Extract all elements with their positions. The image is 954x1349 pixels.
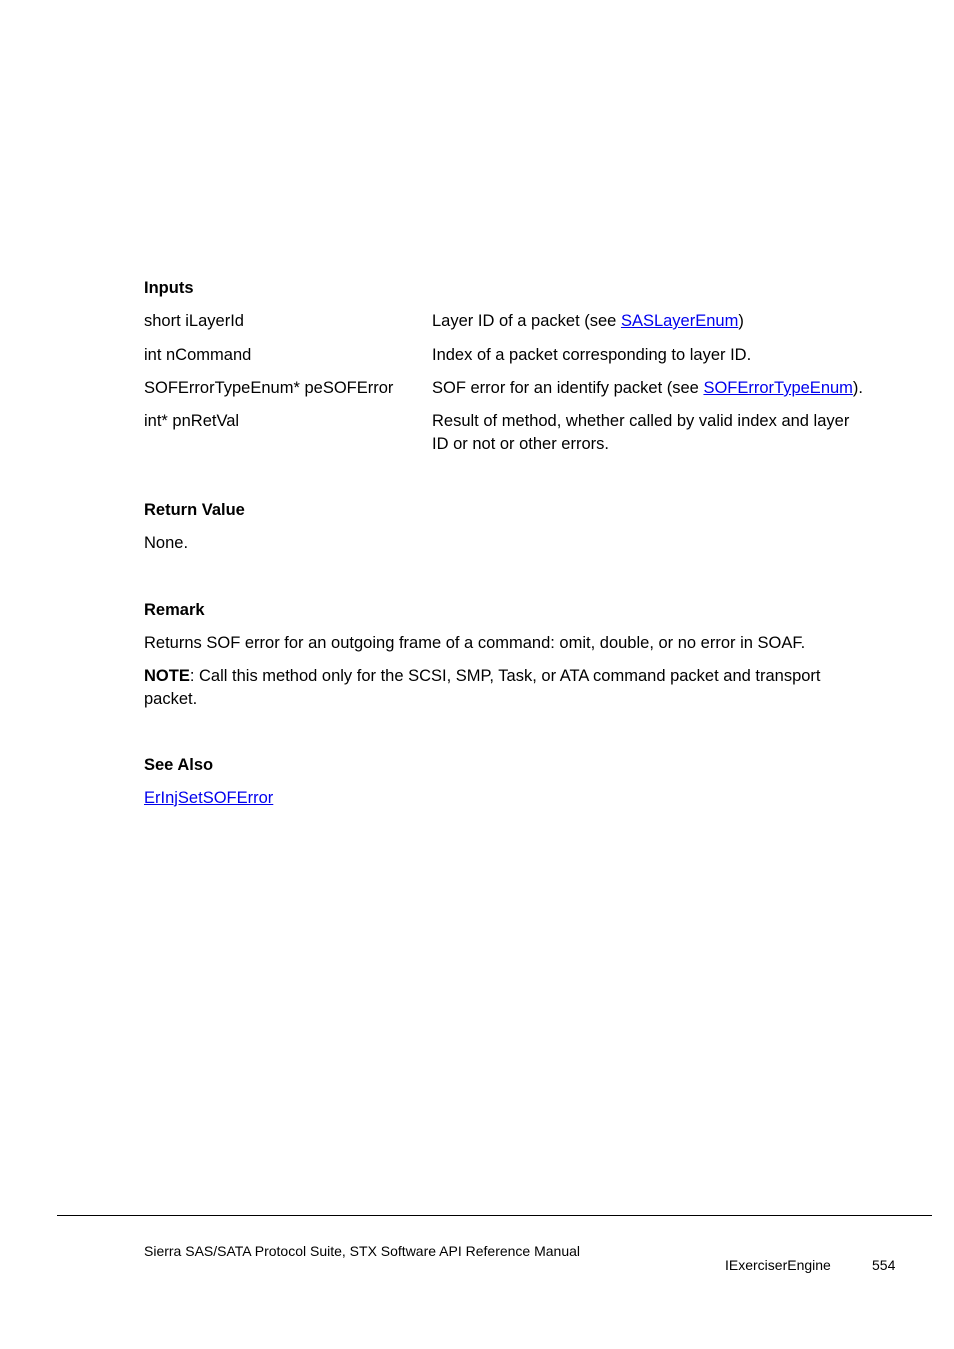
- remark-note-line2: packet.: [144, 690, 198, 708]
- param-desc-ncommand: Index of a packet corresponding to layer ID.: [432, 346, 752, 364]
- param-desc-pnretval-line2: ID or not or other errors.: [432, 435, 609, 453]
- param-name-ilayerid: short iLayerId: [144, 312, 244, 330]
- return-value-heading: Return Value: [144, 501, 245, 519]
- footer-divider: [57, 1215, 932, 1216]
- saslayerenum-link[interactable]: SASLayerEnum: [620, 312, 739, 330]
- param-desc-suffix: ): [738, 312, 744, 330]
- param-desc-pnretval-line1: Result of method, whether called by valid index and layer: [432, 412, 850, 430]
- remark-heading: Remark: [144, 601, 205, 619]
- soferrortypeenum-link[interactable]: SOFErrorTypeEnum: [703, 379, 853, 397]
- param-desc-pesoferror: [432, 379, 863, 398]
- footer-manual-title: Sierra SAS/SATA Protocol Suite, STX Software API Reference Manual: [144, 1243, 581, 1259]
- param-desc-prefix: SOF error for an identify packet (see: [432, 379, 704, 397]
- remark-text: Returns SOF error for an outgoing frame of a command: omit, double, or no error in SOAF.: [144, 634, 806, 652]
- param-name-pesoferror: SOFErrorTypeEnum* peSOFError: [144, 379, 394, 397]
- note-text: : Call this method only for the SCSI, SMP, Task, or ATA command packet and transport: [189, 667, 821, 685]
- param-name-pnretval: int* pnRetVal: [144, 412, 240, 430]
- note-label: NOTE: [144, 667, 190, 685]
- param-desc-prefix: Layer ID of a packet (see: [432, 312, 621, 330]
- return-value-text: None.: [144, 534, 189, 552]
- inputs-heading: Inputs: [144, 279, 194, 297]
- footer-section: IExerciserEngine: [725, 1257, 831, 1273]
- erinjsetsoferror-link[interactable]: ErInjSetSOFError: [144, 789, 274, 807]
- param-desc-ilayerid: [432, 312, 744, 331]
- footer-page-number: 554: [872, 1257, 896, 1273]
- remark-note-line1: [144, 667, 821, 686]
- param-desc-suffix: ).: [852, 379, 864, 397]
- see-also-heading: See Also: [144, 756, 214, 774]
- param-name-ncommand: int nCommand: [144, 346, 252, 364]
